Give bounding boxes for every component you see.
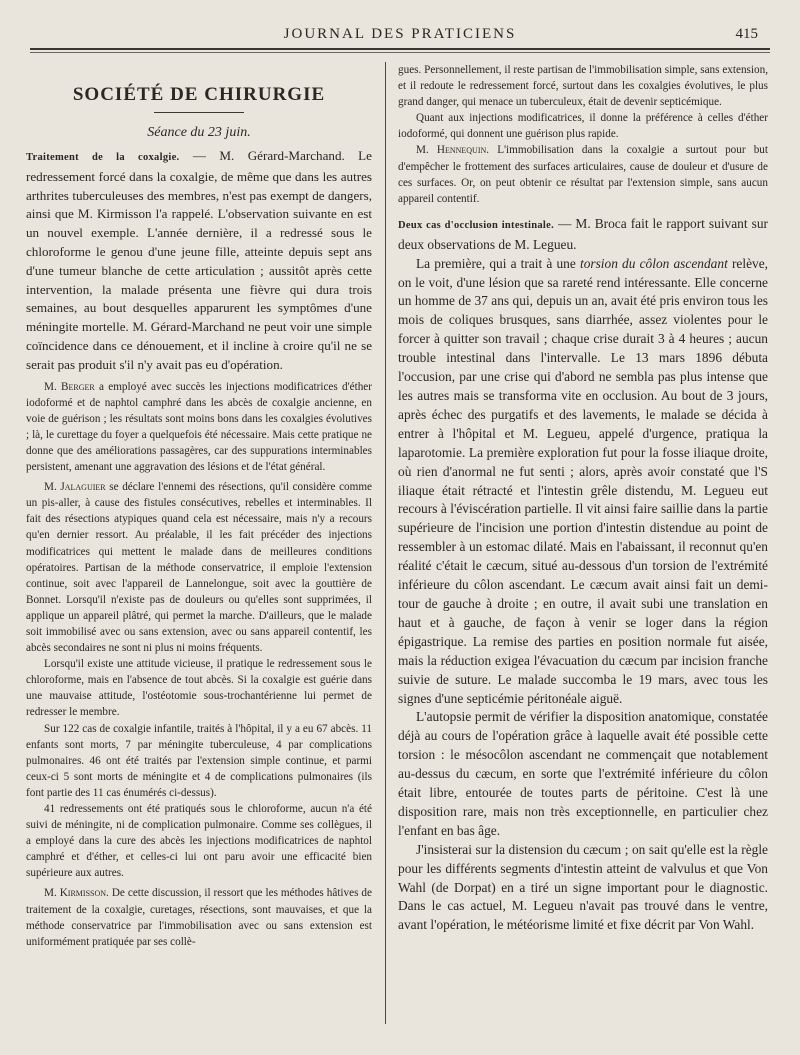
left-column	[26, 62, 372, 950]
paragraph-text: De cette discussion, il ressort que les méthodes hâtives de traitement de la coxalgie, curetages, résections, sont mauvaises, et que la méthode conservatrice par l'immobilisation avec ou sans extension est uniformément pratiquée par ses collè-	[26, 887, 372, 948]
rubric-occlusion: Deux cas d'occlusion intestinale.	[398, 219, 554, 231]
section-title: SOCIÉTÉ DE CHIRURGIE	[72, 84, 326, 105]
paragraph-text: se déclare l'ennemi des résections, qu'il considère comme un pis-aller, à cause des fistules consécutives, rebelles et interminables. Il fait des résections atypiques quand cela est nécessaire, mais n'y a recours qu'en dernier ressort. Au préalable, il les fait précéder des injections modificatrices qui mettent le malade dans de meilleures conditions opératoires. Partisan de la méthode conservatrice, il emploie l'extension continue, soit avec l'appareil de Lannelongue, soit avec la gouttière de Bonnet. Lorsqu'il n'existe pas de douleurs ou qu'elles sont supprimées, il applique un appareil plâtré, qui permet la marche. D'ailleurs, que le malade soit immobilisé avec ou sans extension, avec ou sans appareil contentif, les abcès secondaires ne sont ni plus ni moins fréquents.	[26, 481, 372, 655]
column-divider	[385, 62, 386, 1024]
right-column	[398, 62, 768, 935]
header-rule	[30, 48, 770, 50]
paragraph-injections: Quant aux injections modificatrices, il donne la préférence à celles d'éther iodoformé, qui donnent une guérison plus rapide.	[398, 112, 768, 141]
session-date: Séance du 23 juin.	[147, 125, 251, 140]
speaker-name: M. Kirmisson.	[44, 887, 109, 900]
paragraph-redressement: Lorsqu'il existe une attitude vicieuse, il pratique le redressement sous le chloroforme, mais en l'absence de tout abcès. Si la coxalgie est guérie dans une mauvaise attitude, l'ostéotomie sous-trochantérienne lui permet de redresser le membre.	[26, 658, 372, 719]
title-rule	[154, 112, 244, 113]
paragraph-coxalgie-intro	[26, 147, 372, 375]
paragraph-occlusion-intro	[398, 215, 768, 255]
paragraph-jalaguier	[26, 479, 372, 656]
page-number: 415	[735, 26, 758, 42]
paragraph-autopsie: L'autopsie permit de vérifier la disposition anatomique, constatée déjà au cours de l'opération grâce à laquelle avait été possible cette torsion : le mésocôlon ascendant ne commençait que notablement au-dessus du cæcum, en sorte que l'extrémité inférieure du côlon était libre, entourée de toutes parts de péritoine. C'est là une disposition rare, mais non très exceptionnelle, en particulier chez l'enfant en bas âge.	[398, 709, 768, 838]
paragraph-text: a employé avec succès les injections modificatrices d'éther iodoformé et de naphtol camphré dans les abcès de coxalgie ancienne, en voie de guérison ; les résultats sont moins bons dans les coxalgies évolutives ; là, le curettage du foyer a quelquefois été nécessaire. Mais cette pratique ne donne que des améliorations passagères, car des suppurations interminables persistent, amenant une aggravation des lésions et de l'état général.	[26, 380, 372, 474]
paragraph-statistics: Sur 122 cas de coxalgie infantile, traités à l'hôpital, il y a eu 67 abcès. 11 enfants sont morts, 7 par méningite tuberculeuse, 4 par complications pulmonaires. 46 ont été traités par l'extension simple continue, et parmi ceux-ci 5 sont morts de méningite et 4 de complications pulmonaires (ils font partie des 11 cas énumérés ci-dessus).	[26, 722, 372, 799]
italic-term: torsion du côlon ascendant	[579, 255, 728, 271]
paragraph-continuation: gues. Personnellement, il reste partisan de l'immobilisation simple, sans extension, et il redoute le redressement forcé, surtout dans les coxalgies évolutives, le plus grand danger, qui menace un tuberculeux, était de devenir septicémique.	[398, 64, 768, 109]
paragraph-berger	[26, 379, 372, 476]
speaker-name: M. Jalaguier	[44, 481, 106, 494]
speaker-name: M. Hennequin.	[416, 144, 490, 157]
paragraph-text: L'immobilisation dans la coxalgie a surtout pour but d'empêcher le frottement des surfaces articulaires, cause de douleur et d'usure de ces surfaces. Or, on peut obtenir ce résultat par l'extension simple, sans aucun appareil contentif.	[398, 144, 768, 205]
speaker-name: M. Berger	[44, 380, 95, 393]
rubric-coxalgie: Traitement de la coxalgie.	[26, 152, 180, 163]
paragraph-text: relève, on le voit, d'une lésion que sa rareté rend intéressante. Elle concerne un homme de 37 ans qui, depuis un an, avait été pris environ tous les mois de coliques brusques, sans diarrhée, assez violentes pour le forcer à quitter son travail ; chaque crise durait 3 à 4 heures ; aucun trouble intestinal dans l'intervalle. Le 13 mars 1896 débuta l'occusion, par une crise qui d'abord ne sembla pas plus intense que les autres mais se transforma vite en occlusion. Au bout de 3 jours, après échec des purgatifs et des lavements, le malade se décida à entrer à l'hôpital et M. Legueu, appelé d'urgence, pratiqua la laparotomie. La première exploration fut pour la fosse iliaque droite, où rien d'anormal ne fut senti ; alors, après avoir constaté que l'S iliaque était rétracté et l'intestin grêle distendu, M. Legueu eut recours à l'éviscération partielle. Il vit ainsi faire saillie dans la partie supérieure de l'incision une portion d'intestin distendue au point de ressembler à un estomac dilaté. Mais en l'abaissant, il reconnut qu'en réalité c'était le cæcum, situé au-dessous d'un torsion de l'extrémité inférieure du côlon ascendant. Le cæcum avait ainsi fait un demi-tour de gauche à droite ; en outre, il avait subi une translation en haut et à gauche, de façon à venir se loger dans la région épigastrique. La remise des parties en position normale fut aisée, mais la réduction exigea l'évacuation du cæcum par incision franche suivie de suture. Le malade succomba le 19 mars, avec tous les signes d'une septicémie péritonéale aiguë.	[398, 255, 768, 706]
paragraph-text: — M. Gérard-Marchand. Le redressement forcé dans la coxalgie, de même que dans les autres arthrites tuberculeuses des membres, n'est pas exempt de dangers, ainsi que M. Kirmisson l'a rappelé. L'observation suivante en est un nouvel exemple. L'année dernière, il a redressé sous le chloroforme le genou d'une jeune fille, atteinte depuis sept ans d'une tumeur blanche de cette articulation ; aussitôt après cette intervention, la malade présenta une fièvre qui dura trois semaines, au bout desquelles apparurent les symptômes d'une méningite mortelle. M. Gérard-Marchand ne peut voir une simple coïncidence dans ce dénouement, et il incline à croire qu'il ne se serait pas produit s'il n'y avait pas eu d'opération.	[26, 148, 372, 372]
paragraph-text: La première, qui a trait à une	[416, 255, 580, 271]
paragraph-distension: J'insisterai sur la distension du cæcum ; on sait qu'elle est la règle pour les différents segments d'intestin atteint de valvulus et que Von Wahl (de Dorpat) en a tiré un signe important pour le diagnostic. Dans le cas actuel, M. Legueu n'avait pas trouvé dans le ventre, avant l'opération, le météorisme limité et fixe décrit par Von Wahl.	[398, 841, 768, 933]
paragraph-chloroforme: 41 redressements ont été pratiqués sous le chloroforme, aucun n'a été suivi de méningite, ni de complication pulmonaire. Comme ses collègues, il a employé dans la cure des abcès les injections modificatrices de naphtol camphré et d'éther, et celles-ci lui ont paru avoir une efficacité bien supérieure aux autres.	[26, 803, 372, 880]
running-header	[30, 26, 770, 46]
header-rule-thin	[30, 52, 770, 53]
paragraph-text: — M. Broca fait le rapport suivant sur deux observations de M. Legueu.	[398, 215, 768, 252]
paragraph-hennequin	[398, 142, 768, 206]
journal-title: JOURNAL DES PRATICIENS	[283, 26, 517, 42]
paragraph-first-case	[398, 255, 768, 709]
paragraph-kirmisson	[26, 885, 372, 949]
